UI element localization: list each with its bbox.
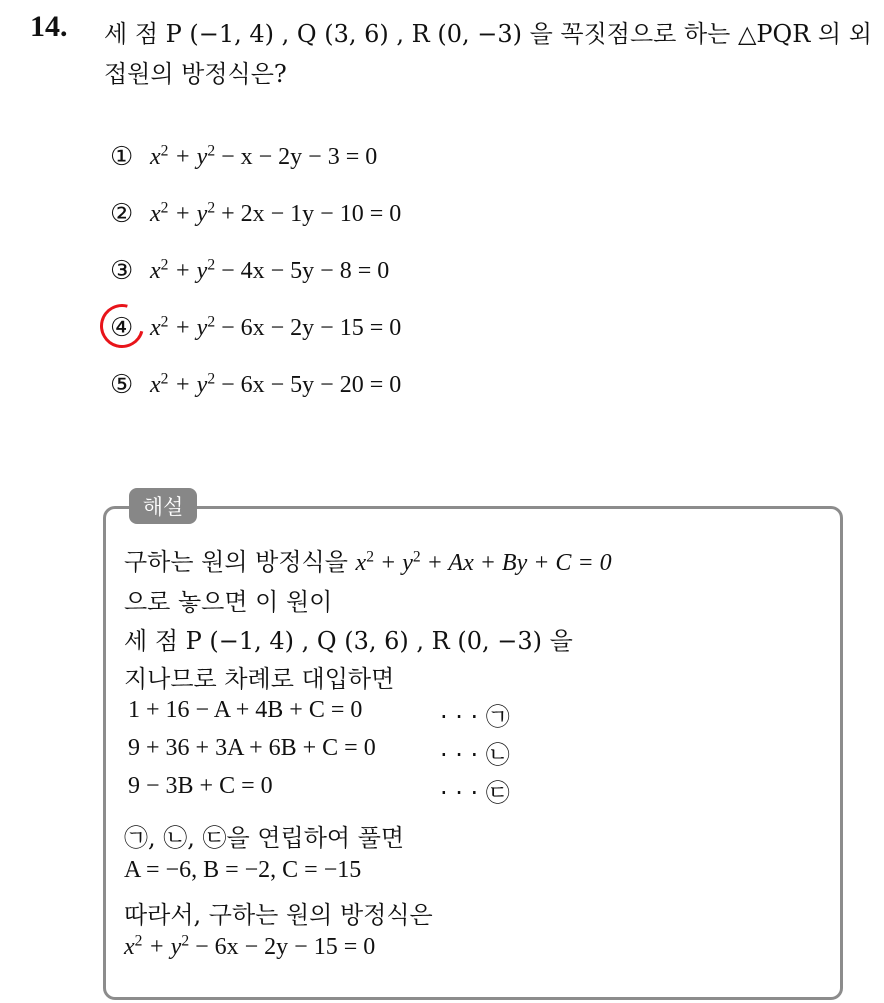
solution-final-equation: $x^2 + y^2 - 6x - 2y - 15 = 0$ bbox=[124, 932, 376, 960]
solution-equation-1: 1 + 16 − A + 4B + C = 0 bbox=[128, 697, 363, 723]
choice-number: ⑤ bbox=[110, 370, 134, 400]
solution-equation-3: 9 − 3B + C = 0 bbox=[128, 773, 273, 799]
question-text-line1: 세 점 P (−1, 4) , Q (3, 6) , R (0, −3) 을 꼭짓점으로 하는 △PQR 의 외 bbox=[104, 20, 872, 48]
equation-tag-3: · · · ㉢ bbox=[440, 779, 510, 807]
solution-equation-2: 9 + 36 + 3A + 6B + C = 0 bbox=[128, 735, 376, 761]
choice-number: ④ bbox=[110, 313, 134, 343]
solution-line-10: 따라서, 구하는 원의 방정식은 bbox=[124, 901, 433, 929]
solution-line-1: 구하는 원의 방정식을 $x^2 + y^2 + Ax + By + C = 0$ bbox=[124, 548, 612, 576]
question-text-line2: 접원의 방정식은? bbox=[104, 60, 287, 88]
question-number: 14. bbox=[30, 10, 68, 43]
equation-tag-2: · · · ㉡ bbox=[440, 741, 510, 769]
solution-line-4: 지나므로 차례로 대입하면 bbox=[124, 665, 395, 693]
choice-number: ③ bbox=[110, 256, 134, 286]
choice-5[interactable] bbox=[110, 370, 401, 400]
solution-line-2: 으로 놓으면 이 원이 bbox=[124, 588, 333, 616]
solution-line-9: A = −6, B = −2, C = −15 bbox=[124, 857, 362, 883]
choice-2[interactable] bbox=[110, 199, 401, 229]
choice-equation: $x^2 + y^2 - 4x - 5y - 8 = 0$ bbox=[150, 255, 390, 284]
answer-circle-mark bbox=[92, 296, 152, 356]
choice-1[interactable] bbox=[110, 142, 377, 172]
choice-number: ② bbox=[110, 199, 134, 229]
choice-equation: $x^2 + y^2 - 6x - 5y - 20 = 0$ bbox=[150, 369, 402, 398]
choice-3[interactable] bbox=[110, 256, 389, 286]
solution-tab-label: 해설 bbox=[129, 488, 197, 524]
choice-4[interactable] bbox=[110, 313, 401, 343]
solution-line-8: ㉠, ㉡, ㉢을 연립하여 풀면 bbox=[124, 824, 405, 852]
choice-equation: $x^2 + y^2 - 6x - 2y - 15 = 0$ bbox=[150, 312, 402, 341]
solution-line-3: 세 점 P (−1, 4) , Q (3, 6) , R (0, −3) 을 bbox=[124, 627, 573, 655]
choice-equation: $x^2 + y^2 - x - 2y - 3 = 0$ bbox=[150, 141, 378, 170]
choice-equation: $x^2 + y^2 + 2x - 1y - 10 = 0$ bbox=[150, 198, 402, 227]
choice-number: ① bbox=[110, 142, 134, 172]
equation-tag-1: · · · ㉠ bbox=[440, 703, 510, 731]
